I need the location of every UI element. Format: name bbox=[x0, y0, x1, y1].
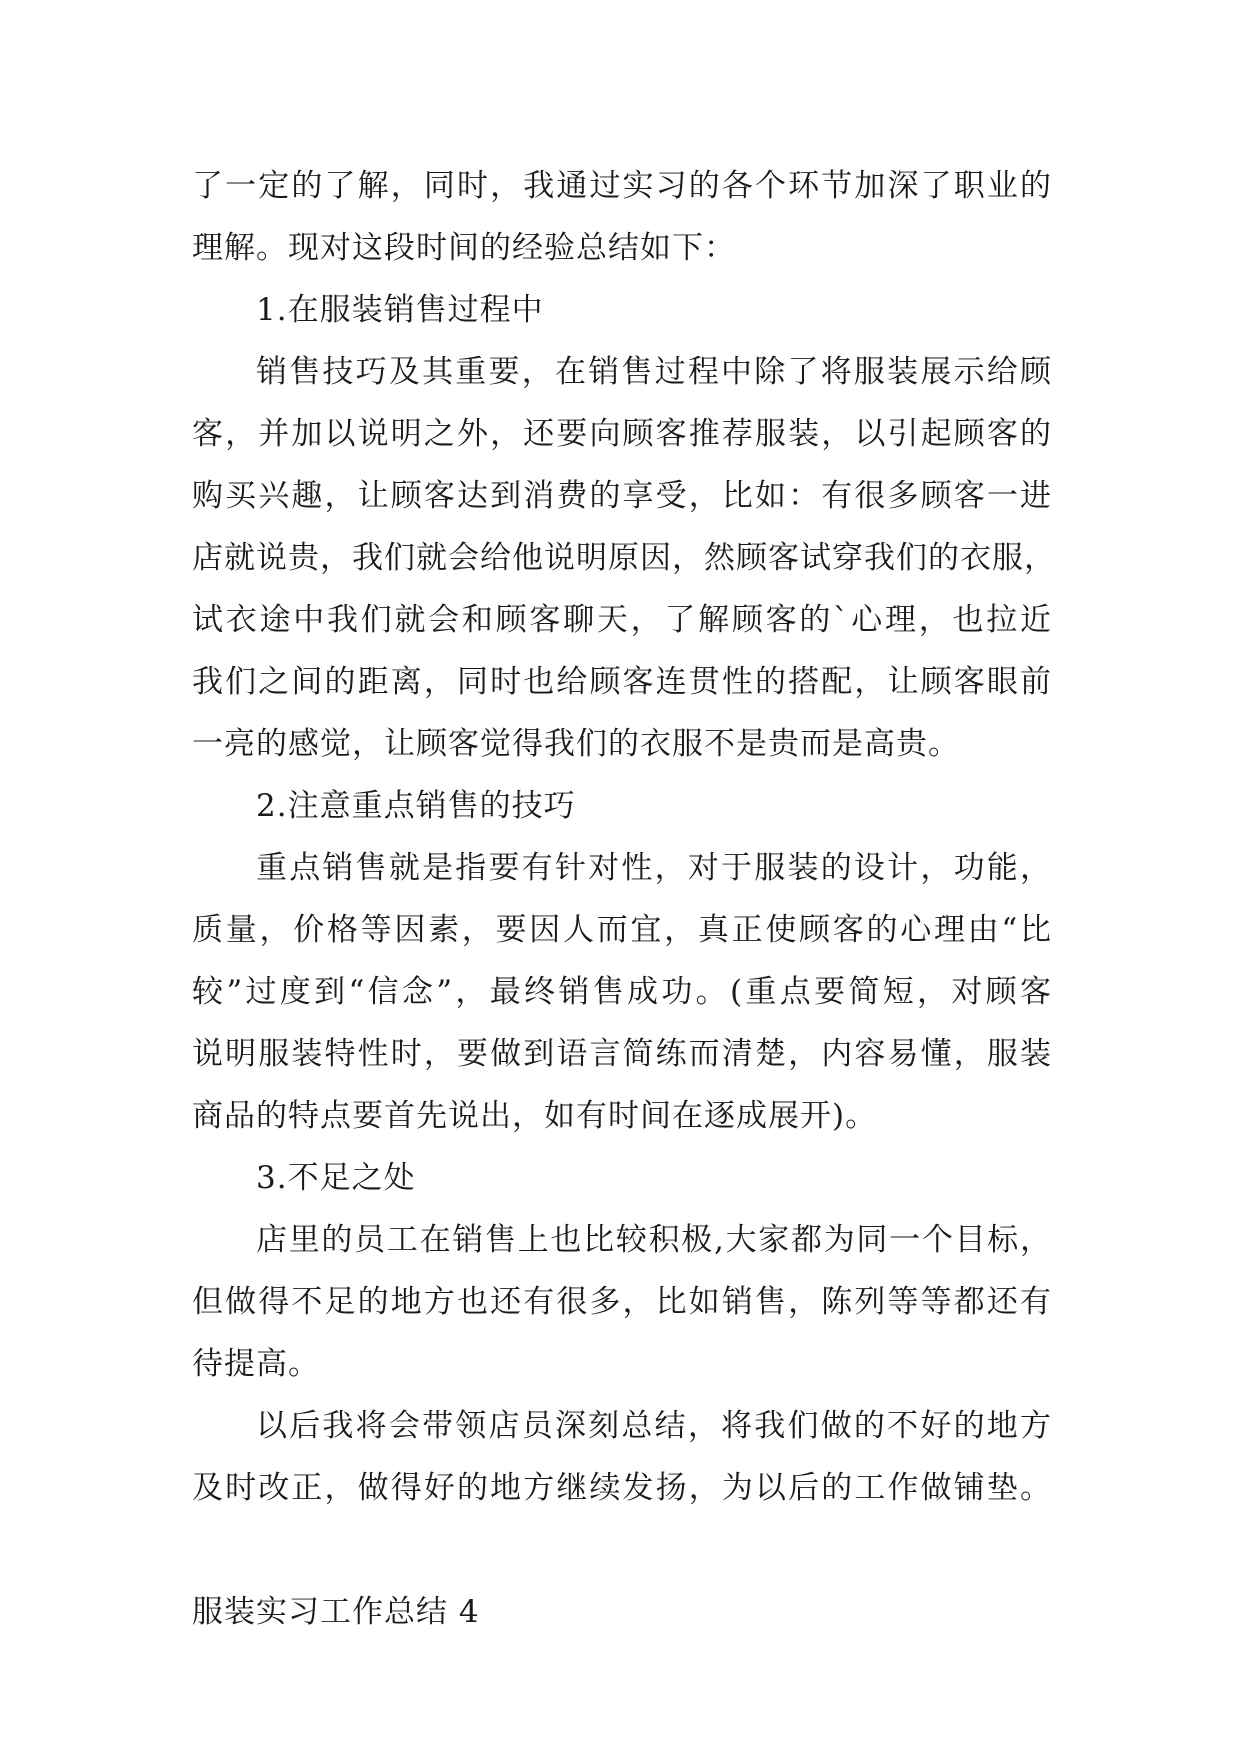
text-line: 商品的特点要首先说出，如有时间在逐成展开)。 bbox=[192, 1098, 878, 1134]
text-line: 了一定的了解，同时，我通过实习的各个环节加深了职业的 bbox=[192, 168, 1052, 204]
section-heading: 2.注意重点销售的技巧 bbox=[256, 788, 576, 824]
text-line: 店里的员工在销售上也比较积极,大家都为同一个目标， bbox=[256, 1222, 1052, 1258]
text-line: 说明服装特性时，要做到语言简练而清楚，内容易懂，服装 bbox=[192, 1036, 1052, 1072]
document-body bbox=[192, 155, 1056, 1643]
text-line: 以后我将会带领店员深刻总结，将我们做的不好的地方 bbox=[256, 1408, 1052, 1444]
text-line: 店就说贵，我们就会给他说明原因，然顾客试穿我们的衣服， bbox=[192, 540, 1056, 576]
text-line: 我们之间的距离，同时也给顾客连贯性的搭配，让顾客眼前 bbox=[192, 664, 1052, 700]
text-line: 一亮的感觉，让顾客觉得我们的衣服不是贵而是高贵。 bbox=[192, 726, 960, 762]
text-line: 但做得不足的地方也还有很多，比如销售，陈列等等都还有 bbox=[192, 1284, 1052, 1320]
section-heading: 1.在服装销售过程中 bbox=[256, 292, 544, 328]
text-line: 理解。现对这段时间的经验总结如下： bbox=[192, 230, 736, 266]
text-line: 重点销售就是指要有针对性，对于服装的设计，功能， bbox=[256, 850, 1052, 886]
paragraph-gap bbox=[192, 1519, 1052, 1581]
section-heading: 3.不足之处 bbox=[256, 1160, 416, 1196]
text-line: 客，并加以说明之外，还要向顾客推荐服装，以引起顾客的 bbox=[192, 416, 1052, 452]
text-line: 质量，价格等因素，要因人而宜，真正使顾客的心理由“比 bbox=[192, 912, 1052, 948]
text-line: 购买兴趣，让顾客达到消费的享受，比如：有很多顾客一进 bbox=[192, 478, 1052, 514]
text-line: 销售技巧及其重要，在销售过程中除了将服装展示给顾 bbox=[256, 354, 1052, 390]
text-line: 较”过度到“信念”，最终销售成功。(重点要简短，对顾客 bbox=[192, 974, 1052, 1010]
text-line: 及时改正，做得好的地方继续发扬，为以后的工作做铺垫。 bbox=[192, 1470, 1052, 1506]
document-title: 服装实习工作总结 4 bbox=[192, 1594, 480, 1630]
text-line: 待提高。 bbox=[192, 1346, 320, 1382]
text-line: 试衣途中我们就会和顾客聊天，了解顾客的`心理，也拉近 bbox=[192, 602, 1052, 638]
